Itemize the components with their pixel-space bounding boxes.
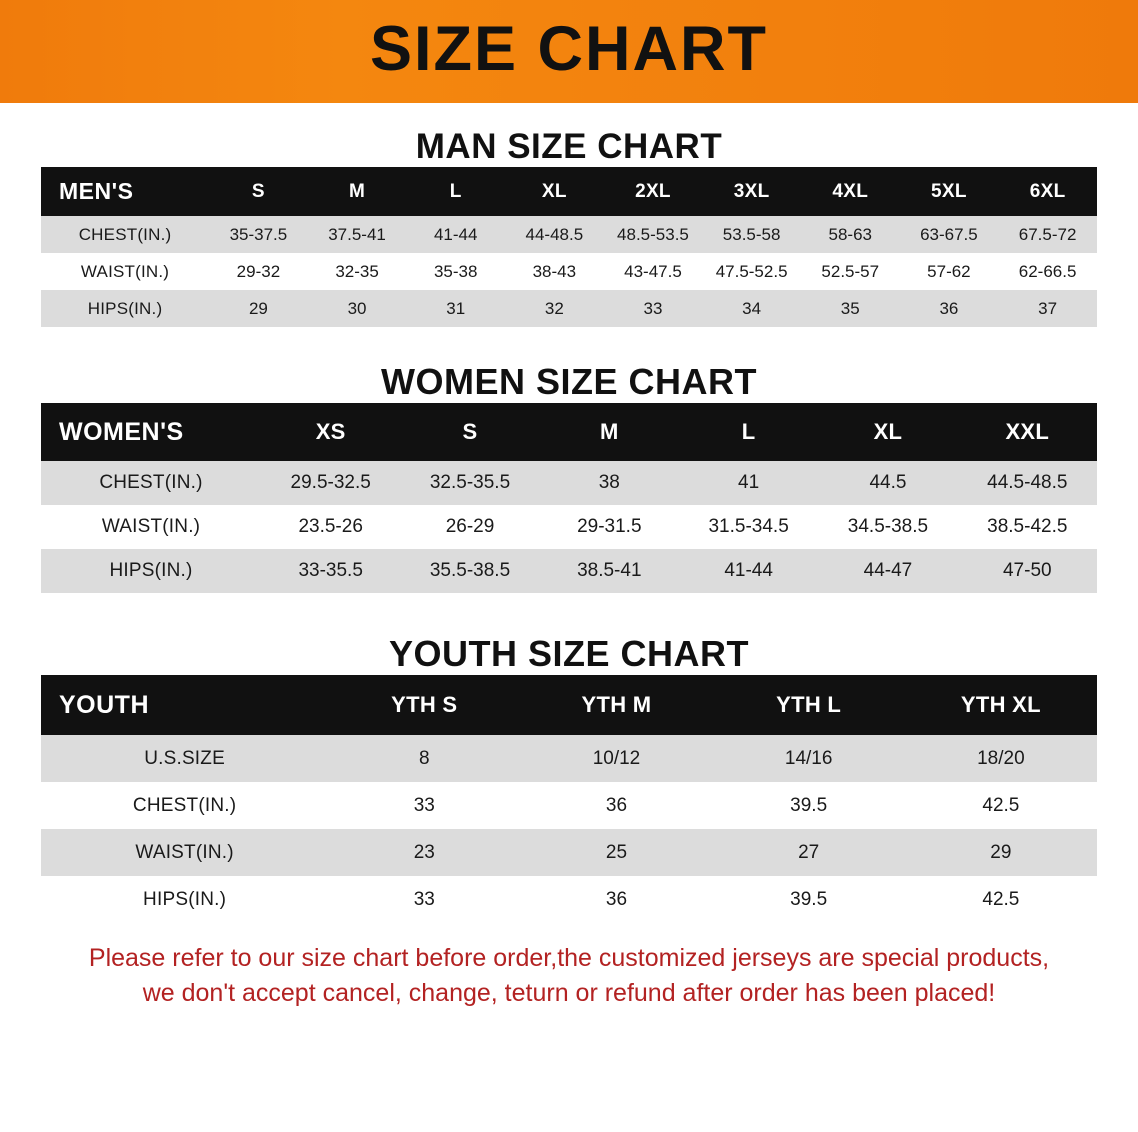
policy-note-line-1: Please refer to our size chart before order,the customized jerseys are special products, [88, 944, 1050, 972]
column-header: 6XL [998, 167, 1097, 216]
women-chart-wrap [0, 403, 1138, 593]
table-cell: 36 [520, 782, 712, 829]
table-cell: 33 [328, 876, 520, 923]
women-section-title: WOMEN SIZE CHART [381, 361, 757, 402]
table-cell: 36 [520, 876, 712, 923]
youth-section-title: YOUTH SIZE CHART [388, 633, 749, 674]
column-header: XS [261, 403, 400, 461]
table-cell: 27 [713, 829, 905, 876]
policy-note-line-2: we don't accept cancel, change, teturn or refund after order has been placed! [142, 978, 996, 1007]
table-row [41, 876, 1097, 923]
table-cell: 52.5-57 [801, 253, 900, 290]
table-cell: 44-47 [818, 549, 957, 593]
table-cell: 38.5-41 [540, 549, 679, 593]
column-header: XL [505, 167, 604, 216]
table-cell: 31 [406, 290, 505, 327]
banner [0, 0, 1138, 103]
column-header: 3XL [702, 167, 801, 216]
table-cell: 18/20 [905, 735, 1097, 782]
table-cell: 53.5-58 [702, 216, 801, 253]
table-cell: 57-62 [900, 253, 999, 290]
table-cell: 34.5-38.5 [818, 505, 957, 549]
row-label: CHEST(IN.) [41, 216, 209, 253]
table-row [41, 505, 1097, 549]
table-row [41, 253, 1097, 290]
table-cell: 23.5-26 [261, 505, 400, 549]
row-label: U.S.SIZE [41, 735, 328, 782]
table-row [41, 782, 1097, 829]
man-section-title: MAN SIZE CHART [415, 127, 723, 166]
table-cell: 14/16 [713, 735, 905, 782]
table-cell: 34 [702, 290, 801, 327]
table-cell: 39.5 [713, 782, 905, 829]
table-row [41, 549, 1097, 593]
table-cell: 67.5-72 [998, 216, 1097, 253]
table-cell: 26-29 [400, 505, 539, 549]
column-header: 4XL [801, 167, 900, 216]
table-cell: 30 [308, 290, 407, 327]
column-header: L [679, 403, 818, 461]
table-cell: 36 [900, 290, 999, 327]
column-header: S [209, 167, 308, 216]
table-cell: 35.5-38.5 [400, 549, 539, 593]
man-chart-wrap [0, 167, 1138, 327]
column-header: MEN'S [41, 167, 209, 216]
column-header: YTH XL [905, 675, 1097, 735]
column-header: YTH L [713, 675, 905, 735]
column-header: M [308, 167, 407, 216]
column-header: WOMEN'S [41, 403, 261, 461]
table-cell: 62-66.5 [998, 253, 1097, 290]
table-cell: 33 [328, 782, 520, 829]
table-cell: 41 [679, 461, 818, 505]
table-cell: 44.5-48.5 [958, 461, 1097, 505]
row-label: HIPS(IN.) [41, 290, 209, 327]
table-cell: 32 [505, 290, 604, 327]
row-label: CHEST(IN.) [41, 461, 261, 505]
table-cell: 29 [905, 829, 1097, 876]
table-row [41, 735, 1097, 782]
table-cell: 48.5-53.5 [604, 216, 703, 253]
table-cell: 33-35.5 [261, 549, 400, 593]
table-cell: 8 [328, 735, 520, 782]
table-cell: 25 [520, 829, 712, 876]
table-cell: 23 [328, 829, 520, 876]
table-cell: 29-31.5 [540, 505, 679, 549]
table-cell: 43-47.5 [604, 253, 703, 290]
table-cell: 42.5 [905, 876, 1097, 923]
youth-chart-wrap [0, 675, 1138, 923]
table-cell: 58-63 [801, 216, 900, 253]
table-cell: 35 [801, 290, 900, 327]
table-cell: 47.5-52.5 [702, 253, 801, 290]
policy-note [38, 941, 1100, 1010]
row-label: WAIST(IN.) [41, 253, 209, 290]
table-cell: 29 [209, 290, 308, 327]
column-header: M [540, 403, 679, 461]
table-cell: 32.5-35.5 [400, 461, 539, 505]
table-cell: 35-37.5 [209, 216, 308, 253]
table-cell: 42.5 [905, 782, 1097, 829]
table-row [41, 290, 1097, 327]
table-cell: 39.5 [713, 876, 905, 923]
table-cell: 37.5-41 [308, 216, 407, 253]
column-header: S [400, 403, 539, 461]
table-row [41, 461, 1097, 505]
table-cell: 37 [998, 290, 1097, 327]
row-label: WAIST(IN.) [41, 505, 261, 549]
row-label: CHEST(IN.) [41, 782, 328, 829]
column-header: XL [818, 403, 957, 461]
table-cell: 63-67.5 [900, 216, 999, 253]
table-cell: 29.5-32.5 [261, 461, 400, 505]
table-cell: 47-50 [958, 549, 1097, 593]
table-cell: 32-35 [308, 253, 407, 290]
table-header-row [41, 675, 1097, 735]
row-label: HIPS(IN.) [41, 549, 261, 593]
table-cell: 38 [540, 461, 679, 505]
banner-title: SIZE CHART [370, 14, 768, 84]
column-header: 2XL [604, 167, 703, 216]
table-cell: 33 [604, 290, 703, 327]
table-header-row [41, 167, 1097, 216]
table-cell: 31.5-34.5 [679, 505, 818, 549]
youth-size-table [41, 675, 1097, 923]
table-cell: 29-32 [209, 253, 308, 290]
column-header: XXL [958, 403, 1097, 461]
row-label: WAIST(IN.) [41, 829, 328, 876]
column-header: 5XL [900, 167, 999, 216]
table-cell: 44.5 [818, 461, 957, 505]
table-cell: 35-38 [406, 253, 505, 290]
table-cell: 41-44 [679, 549, 818, 593]
column-header: YTH S [328, 675, 520, 735]
column-header: YTH M [520, 675, 712, 735]
table-row [41, 829, 1097, 876]
table-cell: 38.5-42.5 [958, 505, 1097, 549]
column-header: L [406, 167, 505, 216]
women-size-table [41, 403, 1097, 593]
column-header: YOUTH [41, 675, 328, 735]
table-cell: 41-44 [406, 216, 505, 253]
table-cell: 44-48.5 [505, 216, 604, 253]
row-label: HIPS(IN.) [41, 876, 328, 923]
table-row [41, 216, 1097, 253]
table-cell: 38-43 [505, 253, 604, 290]
man-size-table [41, 167, 1097, 327]
table-cell: 10/12 [520, 735, 712, 782]
table-header-row [41, 403, 1097, 461]
